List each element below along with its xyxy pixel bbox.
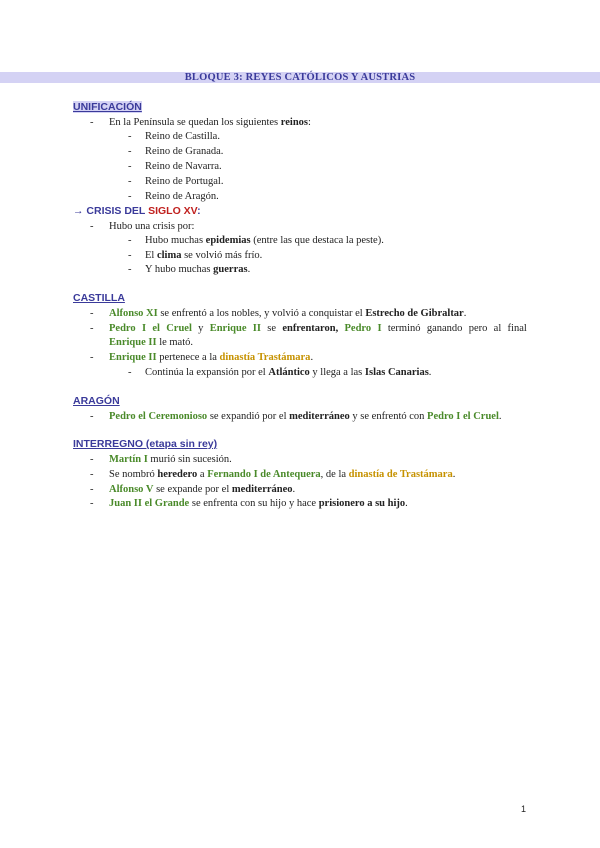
bullet-dash: - <box>90 323 94 334</box>
interregno-item: Alfonso V se expande por el mediterráneo. <box>109 484 296 495</box>
castilla-item: Alfonso XI se enfrentó a los nobles, y volvió a conquistar el Estrecho de Gibraltar. <box>109 308 467 319</box>
page-number: 1 <box>520 804 526 814</box>
bullet-dash: - <box>90 352 94 363</box>
heading-unificacion: UNIFICACIÓN <box>73 101 142 113</box>
bullet-dash: - <box>128 367 132 378</box>
bullet-dash: - <box>90 469 94 480</box>
reino-item: Reino de Portugal. <box>145 176 224 187</box>
document-title <box>0 72 600 83</box>
heading-aragon: ARAGÓN <box>73 395 120 407</box>
castilla-item-cont: Enrique II le mató. <box>109 337 194 348</box>
reino-item: Reino de Navarra. <box>145 161 222 172</box>
bullet-dash: - <box>128 235 132 246</box>
bullet-dash: - <box>128 161 132 172</box>
interregno-item: Juan II el Grande se enfrenta con su hijo y hace prisionero a su hijo. <box>109 498 408 509</box>
bullet-dash: - <box>90 498 94 509</box>
bullet-dash: - <box>90 454 94 465</box>
bullet-dash: - <box>128 250 132 261</box>
reino-item: Reino de Aragón. <box>145 191 219 202</box>
crisis-item: Hubo muchas epidemias (entre las que destaca la peste). <box>145 235 384 246</box>
castilla-item: Enrique II pertenece a la dinastía Trastámara. <box>109 352 314 363</box>
castilla-item-justified: Pedro I el Cruel y Enrique II se enfrentaron, Pedro I terminó ganando pero al final <box>109 323 527 334</box>
crisis-intro: Hubo una crisis por: <box>109 221 195 232</box>
interregno-item: Martín I murió sin sucesión. <box>109 454 232 465</box>
heading-castilla: CASTILLA <box>73 292 125 304</box>
bullet-dash: - <box>128 191 132 202</box>
unificacion-intro: En la Península se quedan los siguientes reinos: <box>109 117 311 128</box>
bullet-dash: - <box>128 146 132 157</box>
reino-item: Reino de Castilla. <box>145 131 220 142</box>
heading-interregno: INTERREGNO (etapa sin rey) <box>73 438 218 450</box>
reino-item: Reino de Granada. <box>145 146 224 157</box>
arrow-icon: → <box>73 205 84 217</box>
bullet-dash: - <box>128 176 132 187</box>
aragon-item: Pedro el Ceremonioso se expandió por el mediterráneo y se enfrentó con Pedro I el Cruel. <box>109 411 502 422</box>
interregno-item: Se nombró heredero a Fernando I de Antequera, de la dinastía de Trastámara. <box>109 469 456 480</box>
crisis-item: El clima se volvió más frío. <box>145 250 263 261</box>
bullet-dash: - <box>90 117 94 128</box>
crisis-item: Y hubo muchas guerras. <box>145 264 251 275</box>
bullet-dash: - <box>90 308 94 319</box>
bullet-dash: - <box>90 221 94 232</box>
heading-crisis: → CRISIS DEL SIGLO XV: <box>73 205 201 217</box>
title-text: BLOQUE 3: REYES CATÓLICOS Y AUSTRIAS <box>184 72 416 83</box>
bullet-dash: - <box>90 484 94 495</box>
bullet-dash: - <box>90 411 94 422</box>
bullet-dash: - <box>128 131 132 142</box>
castilla-subitem: Continúa la expansión por el Atlántico y llega a las Islas Canarias. <box>145 367 432 378</box>
bullet-dash: - <box>128 264 132 275</box>
